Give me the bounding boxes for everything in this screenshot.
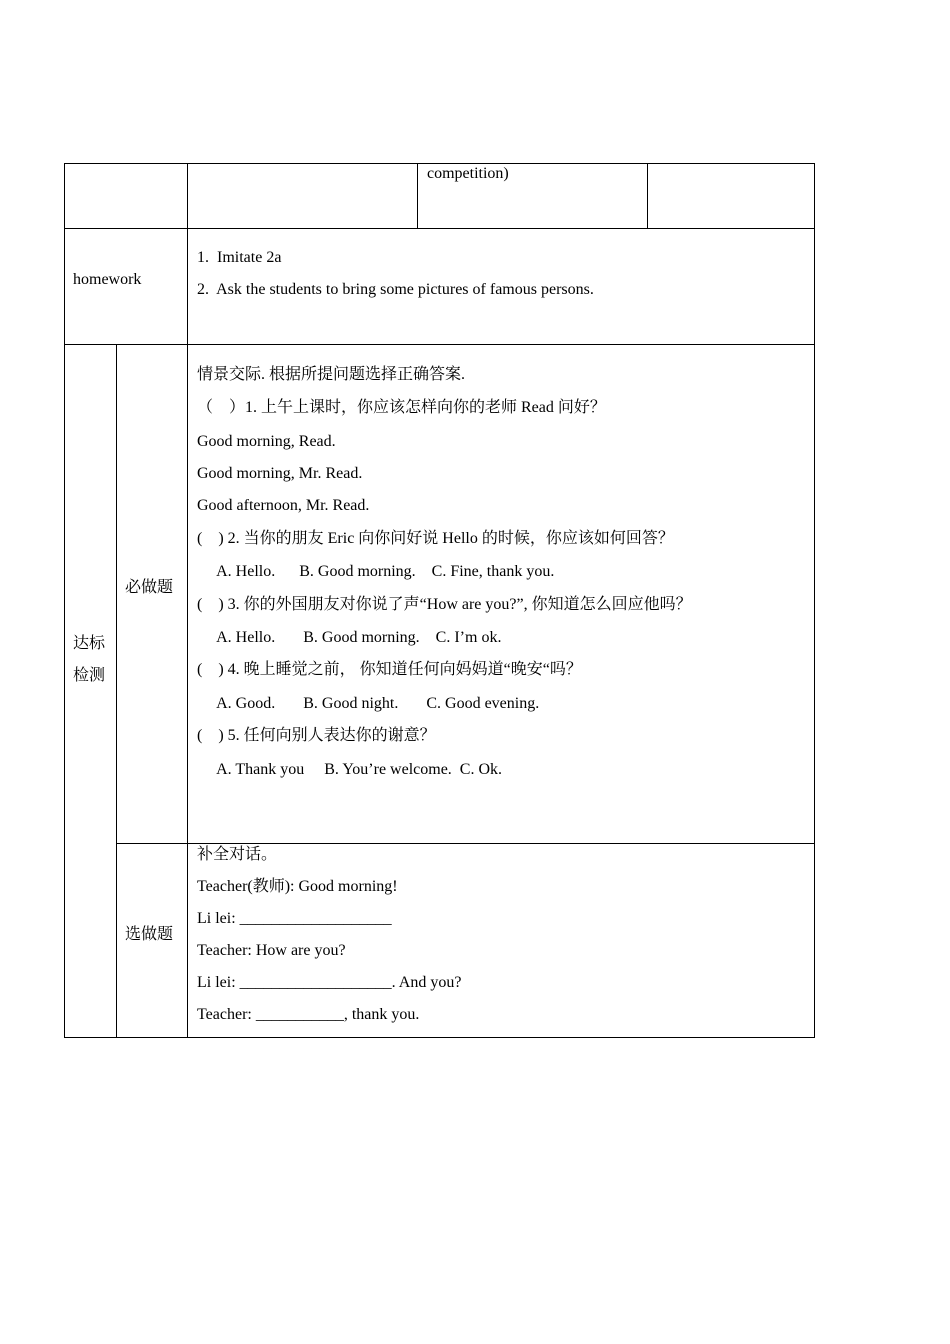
question-2: ( ) 2. 当你的朋友 Eric 向你问好说 Hello 的时候，你应该如何回答？	[197, 530, 674, 547]
top-row-text: competition)	[427, 165, 509, 182]
question-4: ( ) 4. 晚上睡觉之前， 你知道任何向妈妈道“晚安“吗？	[197, 661, 582, 678]
q1-option-2: Good morning, Mr. Read.	[197, 465, 363, 482]
dialogue-line-4: Li lei: ___________________. And you?	[197, 974, 462, 991]
q1-option-3: Good afternoon, Mr. Read.	[197, 497, 370, 514]
q3-options: A. Hello. B. Good morning. C. I’m ok.	[197, 629, 502, 646]
q1-option-1: Good morning, Read.	[197, 433, 336, 450]
homework-item-2: 2. Ask the students to bring some pictures of famous persons.	[197, 281, 594, 298]
q5-options: A. Thank you B. You’re welcome. C. Ok.	[197, 761, 503, 778]
dialogue-line-1: Teacher(教师): Good morning!	[197, 878, 398, 895]
assessment-label-line1: 达标	[73, 635, 106, 652]
optional-label: 选做题	[125, 926, 174, 943]
required-instruction: 情景交际. 根据所提问题选择正确答案.	[197, 366, 466, 383]
optional-instruction: 补全对话。	[197, 846, 278, 863]
q2-options: A. Hello. B. Good morning. C. Fine, thank you.	[197, 563, 555, 580]
question-5: ( ) 5. 任何向别人表达你的谢意？	[197, 727, 436, 744]
dialogue-line-2: Li lei: ___________________	[197, 910, 392, 927]
q4-options: A. Good. B. Good night. C. Good evening.	[197, 695, 540, 712]
assessment-label-line2: 检测	[73, 667, 106, 684]
question-3: ( ) 3. 你的外国朋友对你说了声“How are you?”, 你知道怎么回应他吗？	[197, 596, 692, 613]
required-label: 必做题	[125, 579, 174, 596]
homework-item-1: 1. Imitate 2a	[197, 249, 282, 266]
dialogue-line-3: Teacher: How are you?	[197, 942, 346, 959]
question-1: （ ）1. 上午上课时，你应该怎样向你的老师 Read 问好？	[197, 399, 606, 416]
homework-label: homework	[73, 271, 142, 288]
dialogue-line-5: Teacher: ___________, thank you.	[197, 1006, 420, 1023]
